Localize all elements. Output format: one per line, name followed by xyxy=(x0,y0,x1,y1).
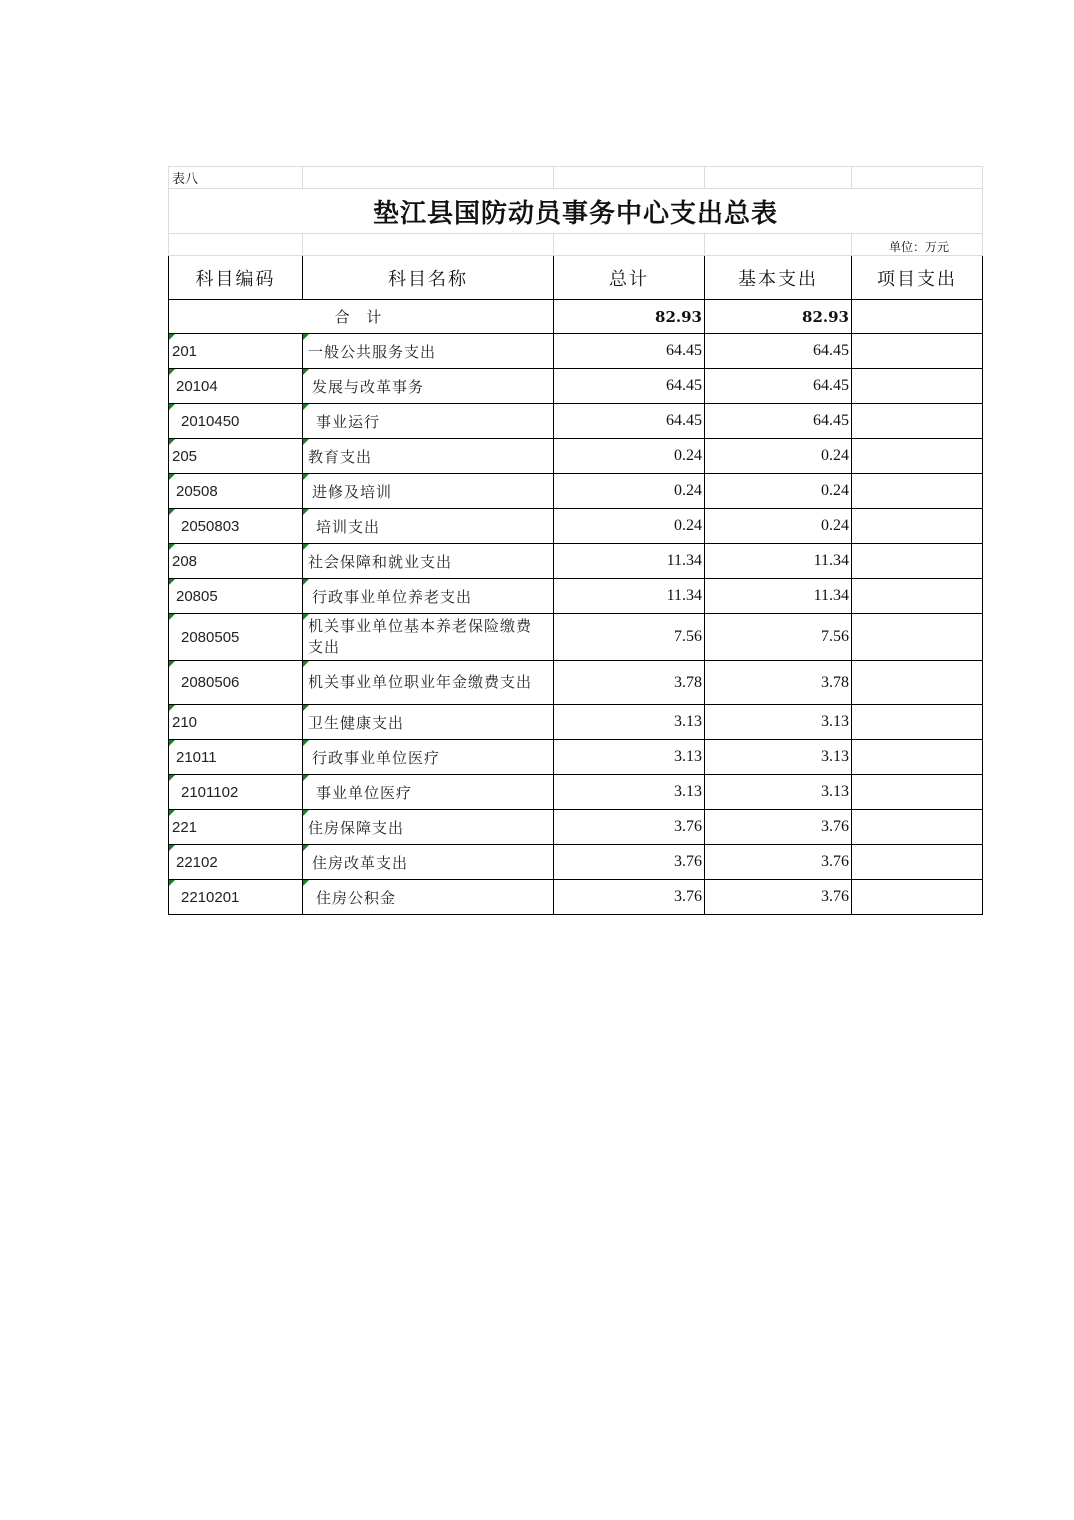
table-row xyxy=(169,614,983,661)
row-project xyxy=(852,661,983,705)
row-basic: 64.45 xyxy=(705,369,852,404)
row-code: 2080505 xyxy=(181,628,240,646)
text-marker xyxy=(169,579,175,585)
row-name: 培训支出 xyxy=(316,517,381,536)
text-marker xyxy=(303,509,309,515)
header-row xyxy=(169,256,983,300)
row-name: 机关事业单位职业年金缴费支出 xyxy=(308,673,533,691)
row-code: 208 xyxy=(172,552,198,570)
table-row xyxy=(169,369,983,404)
row-basic: 0.24 xyxy=(705,509,852,544)
row-basic: 0.24 xyxy=(705,439,852,474)
table-row xyxy=(169,845,983,880)
row-name: 住房公积金 xyxy=(316,888,397,907)
row-total: 3.13 xyxy=(554,775,705,810)
text-marker xyxy=(303,439,309,445)
text-marker xyxy=(169,775,175,781)
text-marker xyxy=(169,845,175,851)
row-total: 64.45 xyxy=(554,369,705,404)
text-marker xyxy=(303,880,309,886)
total-label: 合 计 xyxy=(169,300,554,334)
text-marker xyxy=(303,579,309,585)
row-name: 行政事业单位养老支出 xyxy=(312,587,473,606)
row-code: 2010450 xyxy=(181,412,240,430)
table-row xyxy=(169,775,983,810)
row-total: 3.76 xyxy=(554,845,705,880)
text-marker xyxy=(169,661,175,667)
table-row xyxy=(169,439,983,474)
row-basic: 3.13 xyxy=(705,705,852,740)
budget-sheet xyxy=(168,166,982,915)
text-marker xyxy=(303,404,309,410)
row-project xyxy=(852,404,983,439)
row-name: 事业运行 xyxy=(316,412,381,431)
row-name: 住房保障支出 xyxy=(308,818,405,837)
row-total: 3.76 xyxy=(554,810,705,845)
row-total: 3.78 xyxy=(554,661,705,705)
header-basic: 基本支出 xyxy=(705,256,852,300)
row-code: 2050803 xyxy=(181,517,240,535)
row-basic: 3.78 xyxy=(705,661,852,705)
page-title: 垫江县国防动员事务中心支出总表 xyxy=(169,189,983,234)
row-total: 11.34 xyxy=(554,544,705,579)
row-project xyxy=(852,880,983,915)
total-basic: 82.93 xyxy=(705,300,852,334)
row-basic: 3.76 xyxy=(705,880,852,915)
header-total: 总计 xyxy=(554,256,705,300)
text-marker xyxy=(169,614,175,620)
row-code: 2210201 xyxy=(181,888,240,906)
unit-row xyxy=(169,234,983,256)
row-total: 64.45 xyxy=(554,404,705,439)
row-total: 3.13 xyxy=(554,705,705,740)
text-marker xyxy=(169,705,175,711)
header-project: 项目支出 xyxy=(852,256,983,300)
table-row xyxy=(169,509,983,544)
row-code: 20805 xyxy=(176,587,218,605)
row-code: 21011 xyxy=(176,748,217,766)
row-name: 进修及培训 xyxy=(312,482,393,501)
table-tag: 表八 xyxy=(169,167,303,189)
row-total: 3.76 xyxy=(554,880,705,915)
row-basic: 3.13 xyxy=(705,740,852,775)
table-row xyxy=(169,740,983,775)
row-total: 7.56 xyxy=(554,614,705,661)
text-marker xyxy=(169,880,175,886)
text-marker xyxy=(169,740,175,746)
text-marker xyxy=(169,509,175,515)
row-total: 0.24 xyxy=(554,439,705,474)
table-tag-row xyxy=(169,167,983,189)
text-marker xyxy=(169,334,175,340)
text-marker xyxy=(303,661,309,667)
text-marker xyxy=(303,845,309,851)
text-marker xyxy=(303,474,309,480)
title-row xyxy=(169,189,983,234)
row-code: 22102 xyxy=(176,853,218,871)
row-project xyxy=(852,740,983,775)
row-total: 0.24 xyxy=(554,509,705,544)
text-marker xyxy=(303,334,309,340)
total-row xyxy=(169,300,983,334)
text-marker xyxy=(303,775,309,781)
row-name: 一般公共服务支出 xyxy=(308,342,437,361)
row-total: 0.24 xyxy=(554,474,705,509)
row-basic: 3.76 xyxy=(705,845,852,880)
table-row xyxy=(169,544,983,579)
total-total: 82.93 xyxy=(554,300,705,334)
text-marker xyxy=(169,474,175,480)
row-basic: 11.34 xyxy=(705,544,852,579)
row-total: 3.13 xyxy=(554,740,705,775)
row-code: 20508 xyxy=(176,482,218,500)
row-project xyxy=(852,334,983,369)
row-project xyxy=(852,845,983,880)
table-row xyxy=(169,880,983,915)
table-row xyxy=(169,579,983,614)
row-code: 2080506 xyxy=(181,674,240,691)
total-project xyxy=(852,300,983,334)
table-row xyxy=(169,404,983,439)
row-basic: 3.76 xyxy=(705,810,852,845)
row-total: 11.34 xyxy=(554,579,705,614)
row-code: 2101102 xyxy=(181,783,239,801)
row-basic: 64.45 xyxy=(705,404,852,439)
row-basic: 11.34 xyxy=(705,579,852,614)
text-marker xyxy=(169,439,175,445)
row-project xyxy=(852,705,983,740)
row-name: 行政事业单位医疗 xyxy=(312,748,441,767)
table-row xyxy=(169,810,983,845)
row-project xyxy=(852,810,983,845)
table-row xyxy=(169,474,983,509)
header-name: 科目名称 xyxy=(303,256,554,300)
text-marker xyxy=(169,404,175,410)
row-code: 205 xyxy=(172,447,198,465)
text-marker xyxy=(303,705,309,711)
row-basic: 0.24 xyxy=(705,474,852,509)
row-name: 教育支出 xyxy=(308,447,373,466)
row-basic: 64.45 xyxy=(705,334,852,369)
table-row xyxy=(169,661,983,705)
row-project xyxy=(852,775,983,810)
row-name: 住房改革支出 xyxy=(312,853,409,872)
row-basic: 3.13 xyxy=(705,775,852,810)
row-project xyxy=(852,474,983,509)
text-marker xyxy=(169,369,175,375)
row-name: 机关事业单位基本养老保险缴费支出 xyxy=(308,617,533,656)
text-marker xyxy=(303,544,309,550)
text-marker xyxy=(303,810,309,816)
table-row xyxy=(169,705,983,740)
expenditure-table xyxy=(168,166,983,915)
text-marker xyxy=(169,810,175,816)
row-total: 64.45 xyxy=(554,334,705,369)
table-row xyxy=(169,334,983,369)
unit-label: 单位：万元 xyxy=(852,234,983,256)
text-marker xyxy=(169,544,175,550)
row-code: 20104 xyxy=(176,377,218,395)
row-project xyxy=(852,439,983,474)
text-marker xyxy=(303,614,309,620)
row-project xyxy=(852,544,983,579)
row-code: 201 xyxy=(172,342,198,360)
row-name: 卫生健康支出 xyxy=(308,713,405,732)
row-name: 事业单位医疗 xyxy=(316,783,413,802)
text-marker xyxy=(303,740,309,746)
row-project xyxy=(852,509,983,544)
row-project xyxy=(852,369,983,404)
row-name: 社会保障和就业支出 xyxy=(308,552,453,571)
row-project xyxy=(852,614,983,661)
row-code: 221 xyxy=(172,818,198,836)
row-project xyxy=(852,579,983,614)
text-marker xyxy=(303,369,309,375)
header-code: 科目编码 xyxy=(169,256,303,300)
row-code: 210 xyxy=(172,713,198,731)
row-name: 发展与改革事务 xyxy=(312,377,425,396)
row-basic: 7.56 xyxy=(705,614,852,661)
